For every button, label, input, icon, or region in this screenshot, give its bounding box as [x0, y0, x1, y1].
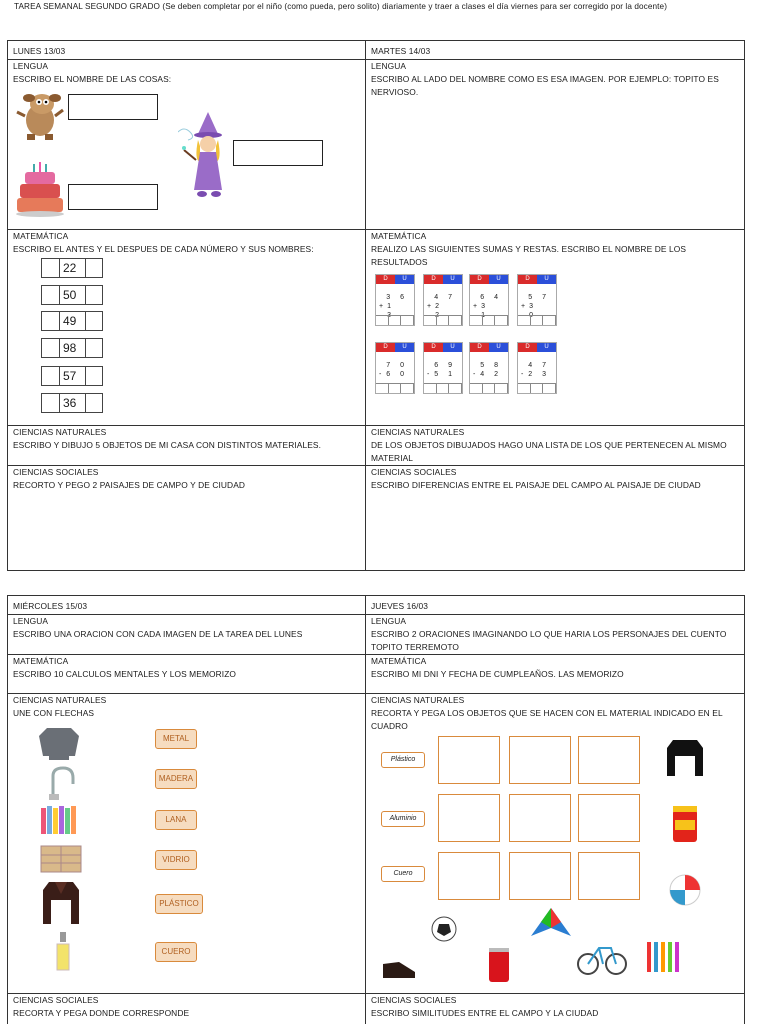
result-boxes[interactable] — [376, 315, 414, 325]
operation-sign: + — [521, 303, 530, 310]
operand-top: 4 7 — [434, 294, 456, 301]
task-text: RECORTA Y PEGA LOS OBJETOS QUE SE HACEN CON EL MATERIAL INDICADO EN EL CUADRO — [371, 708, 723, 731]
subject-label: CIENCIAS NATURALES — [371, 695, 465, 705]
tuesday-cn-cell — [366, 426, 745, 466]
subject-label: CIENCIAS SOCIALES — [13, 995, 99, 1005]
operation-card — [375, 342, 415, 394]
result-boxes[interactable] — [518, 383, 556, 393]
material-tag-aluminio: Aluminio — [381, 811, 425, 827]
subject-label: LENGUA — [371, 61, 407, 71]
task-text: UNE CON FLECHAS — [13, 708, 95, 718]
cake-image — [15, 162, 65, 218]
task-text: ESCRIBO 2 ORACIONES IMAGINANDO LO QUE HARIA LOS PERSONAJES DEL CUENTO TOPITO TERREMOTO — [371, 629, 727, 652]
after-box[interactable] — [86, 339, 102, 357]
wool-image — [39, 804, 81, 836]
units-header: U — [443, 343, 462, 352]
jacket-image — [665, 738, 705, 778]
bicycle-image — [577, 936, 627, 976]
faucet-image — [45, 764, 77, 802]
monday-lengua-cell — [8, 60, 366, 230]
paste-box[interactable] — [578, 852, 640, 900]
oil-bottle-image — [53, 930, 73, 974]
thursday-header: JUEVES 16/03 — [366, 596, 745, 615]
thursday-cn-cell — [366, 694, 745, 994]
subject-label: MATEMÁTICA — [371, 231, 427, 241]
monday-cn-cell — [8, 426, 366, 466]
after-box[interactable] — [86, 367, 102, 385]
thursday-cs-cell — [366, 994, 745, 1024]
thursday-mate-cell — [366, 655, 745, 694]
subject-label: LENGUA — [371, 616, 407, 626]
tuesday-header: MARTES 14/03 — [366, 41, 745, 60]
subject-label: MATEMÁTICA — [371, 656, 427, 666]
before-box[interactable] — [42, 394, 60, 412]
number-row — [41, 285, 103, 305]
paste-box[interactable] — [438, 736, 500, 784]
task-text: ESCRIBO 10 CALCULOS MENTALES Y LOS MEMORIZO — [13, 669, 237, 679]
operation-card — [517, 342, 557, 394]
result-boxes[interactable] — [376, 383, 414, 393]
soda-can-image — [487, 946, 511, 984]
number-value: 57 — [60, 367, 86, 385]
leather-jacket-image — [41, 880, 81, 926]
wednesday-lengua-cell — [8, 615, 366, 655]
tens-header: D — [376, 275, 395, 284]
task-text: ESCRIBO UNA ORACION CON CADA IMAGEN DE LA TAREA DEL LUNES — [13, 629, 303, 639]
subject-label: LENGUA — [13, 61, 49, 71]
task-text: ESCRIBO MI DNI Y FECHA DE CUMPLEAÑOS. LAS MEMORIZO — [371, 669, 624, 679]
operand-bottom: - 4 2 — [473, 371, 502, 378]
subject-label: CIENCIAS NATURALES — [13, 695, 107, 705]
wednesday-header: MIÉRCOLES 15/03 — [8, 596, 366, 615]
subject-label: CIENCIAS SOCIALES — [13, 467, 99, 477]
number-row — [41, 393, 103, 413]
operation-card — [375, 274, 415, 326]
result-boxes[interactable] — [470, 315, 508, 325]
tens-header: D — [518, 343, 537, 352]
subject-label: CIENCIAS SOCIALES — [371, 467, 457, 477]
operand-top: 4 7 — [528, 362, 550, 369]
operand-top: 3 6 — [386, 294, 408, 301]
units-header: U — [537, 275, 556, 284]
before-box[interactable] — [42, 286, 60, 304]
wednesday-cn-cell — [8, 694, 366, 994]
operand-top: 6 4 — [480, 294, 502, 301]
number-value: 22 — [60, 259, 86, 277]
subject-label: CIENCIAS NATURALES — [371, 427, 465, 437]
operation-sign: + — [473, 303, 482, 310]
operation-card — [469, 342, 509, 394]
dog-image — [15, 86, 65, 142]
wizard-girl-image — [178, 110, 238, 200]
answer-box-cake[interactable] — [68, 184, 158, 210]
subject-label: MATEMÁTICA — [13, 656, 69, 666]
operand-bottom: + 3 1 — [473, 303, 489, 319]
tuesday-lengua-cell — [366, 60, 745, 230]
number-row — [41, 366, 103, 386]
units-header: U — [489, 275, 508, 284]
operand-bottom: + 2 2 — [427, 303, 443, 319]
number-value: 50 — [60, 286, 86, 304]
toothbrushes-image — [643, 940, 687, 976]
before-box[interactable] — [42, 259, 60, 277]
subject-label: CIENCIAS SOCIALES — [371, 995, 457, 1005]
operand-bottom: - 5 1 — [427, 371, 456, 378]
result-boxes[interactable] — [424, 315, 462, 325]
units-header: U — [443, 275, 462, 284]
operand-top: 5 8 — [480, 362, 502, 369]
wednesday-mate-cell — [8, 655, 366, 694]
operand-top: 6 9 — [434, 362, 456, 369]
subject-label: CIENCIAS NATURALES — [13, 427, 107, 437]
week-table-1 — [7, 40, 745, 571]
before-box[interactable] — [42, 339, 60, 357]
paste-box[interactable] — [509, 794, 571, 842]
operation-card — [517, 274, 557, 326]
dresser-image — [39, 844, 83, 876]
shoe-image — [381, 954, 417, 982]
material-label[interactable]: LANA — [155, 810, 197, 830]
operand-bottom: + 3 0 — [521, 303, 537, 319]
tens-header: D — [518, 275, 537, 284]
material-label[interactable]: MADERA — [155, 769, 197, 789]
material-label[interactable]: CUERO — [155, 942, 197, 962]
sweater-image — [39, 722, 79, 760]
task-text: ESCRIBO EL NOMBRE DE LAS COSAS: — [13, 74, 172, 84]
cocoa-can-image — [669, 804, 701, 844]
after-box[interactable] — [86, 259, 102, 277]
subject-label: LENGUA — [13, 616, 49, 626]
paste-box[interactable] — [509, 736, 571, 784]
task-text: ESCRIBO DIFERENCIAS ENTRE EL PAISAJE DEL CAMPO AL PAISAJE DE CIUDAD — [371, 480, 701, 490]
after-box[interactable] — [86, 286, 102, 304]
units-header: U — [489, 343, 508, 352]
material-tag-plastico: Plástico — [381, 752, 425, 768]
paste-box[interactable] — [438, 852, 500, 900]
operation-sign: + — [427, 303, 436, 310]
operation-sign: - — [521, 371, 528, 378]
monday-mate-cell — [8, 230, 366, 426]
number-value: 36 — [60, 394, 86, 412]
beach-ball-image — [667, 872, 703, 908]
result-boxes[interactable] — [470, 383, 508, 393]
paste-box[interactable] — [578, 794, 640, 842]
tens-header: D — [376, 343, 395, 352]
units-header: U — [395, 343, 414, 352]
before-box[interactable] — [42, 367, 60, 385]
material-tag-cuero: Cuero — [381, 866, 425, 882]
task-text: DE LOS OBJETOS DIBUJADOS HAGO UNA LISTA DE LOS QUE PERTENECEN AL MISMO MATERIAL — [371, 440, 727, 463]
material-label[interactable]: METAL — [155, 729, 197, 749]
material-label[interactable]: VIDRIO — [155, 850, 197, 870]
tuesday-cs-cell — [366, 466, 745, 571]
subject-label: MATEMÁTICA — [13, 231, 69, 241]
tuesday-mate-cell — [366, 230, 745, 426]
answer-box-dog[interactable] — [68, 94, 158, 120]
operand-bottom: + 1 3 — [379, 303, 395, 319]
task-text: REALIZO LAS SIGUIENTES SUMAS Y RESTAS. ESCRIBO EL NOMBRE DE LOS RESULTADOS — [371, 244, 687, 267]
tens-header: D — [424, 275, 443, 284]
number-value: 98 — [60, 339, 86, 357]
kite-image — [529, 906, 573, 942]
number-value: 49 — [60, 312, 86, 330]
task-text: ESCRIBO AL LADO DEL NOMBRE COMO ES ESA IMAGEN. POR EJEMPLO: TOPITO ES NERVIOSO. — [371, 74, 719, 97]
after-box[interactable] — [86, 394, 102, 412]
result-boxes[interactable] — [518, 315, 556, 325]
tens-header: D — [470, 275, 489, 284]
tens-header: D — [424, 343, 443, 352]
monday-header: LUNES 13/03 — [8, 41, 366, 60]
monday-cs-cell — [8, 466, 366, 571]
number-row — [41, 338, 103, 358]
task-text: ESCRIBO SIMILITUDES ENTRE EL CAMPO Y LA CIUDAD — [371, 1008, 599, 1018]
task-text: RECORTO Y PEGO 2 PAISAJES DE CAMPO Y DE CIUDAD — [13, 480, 246, 490]
week-table-2 — [7, 595, 745, 1024]
wednesday-cs-cell — [8, 994, 366, 1024]
task-text: RECORTA Y PEGA DONDE CORRESPONDE — [13, 1008, 190, 1018]
operand-top: 7 0 — [386, 362, 408, 369]
operand-top: 5 7 — [528, 294, 550, 301]
operand-bottom: - 6 0 — [379, 371, 408, 378]
task-text: ESCRIBO Y DIBUJO 5 OBJETOS DE MI CASA CON DISTINTOS MATERIALES. — [13, 440, 322, 450]
thursday-lengua-cell — [366, 615, 745, 655]
operation-sign: - — [427, 371, 434, 378]
units-header: U — [537, 343, 556, 352]
units-header: U — [395, 275, 414, 284]
operation-card — [423, 274, 463, 326]
tens-header: D — [470, 343, 489, 352]
operand-bottom: - 2 3 — [521, 371, 550, 378]
soccer-ball-image — [429, 914, 459, 944]
result-boxes[interactable] — [424, 383, 462, 393]
paste-box[interactable] — [509, 852, 571, 900]
operation-card — [423, 342, 463, 394]
answer-box-wizard[interactable] — [233, 140, 323, 166]
operation-card — [469, 274, 509, 326]
task-text: ESCRIBO EL ANTES Y EL DESPUES DE CADA NÚMERO Y SUS NOMBRES: — [13, 244, 314, 254]
operation-sign: - — [379, 371, 386, 378]
number-row — [41, 311, 103, 331]
paste-box[interactable] — [578, 736, 640, 784]
material-label[interactable]: PLÁSTICO — [155, 894, 203, 914]
after-box[interactable] — [86, 312, 102, 330]
page-title: TAREA SEMANAL SEGUNDO GRADO (Se deben completar por el niño (como pueda, pero solito) diariamente y traer a clases el día viernes para ser corregido por la docente) — [14, 2, 668, 11]
paste-box[interactable] — [438, 794, 500, 842]
operation-sign: + — [379, 303, 388, 310]
before-box[interactable] — [42, 312, 60, 330]
operation-sign: - — [473, 371, 480, 378]
number-row — [41, 258, 103, 278]
